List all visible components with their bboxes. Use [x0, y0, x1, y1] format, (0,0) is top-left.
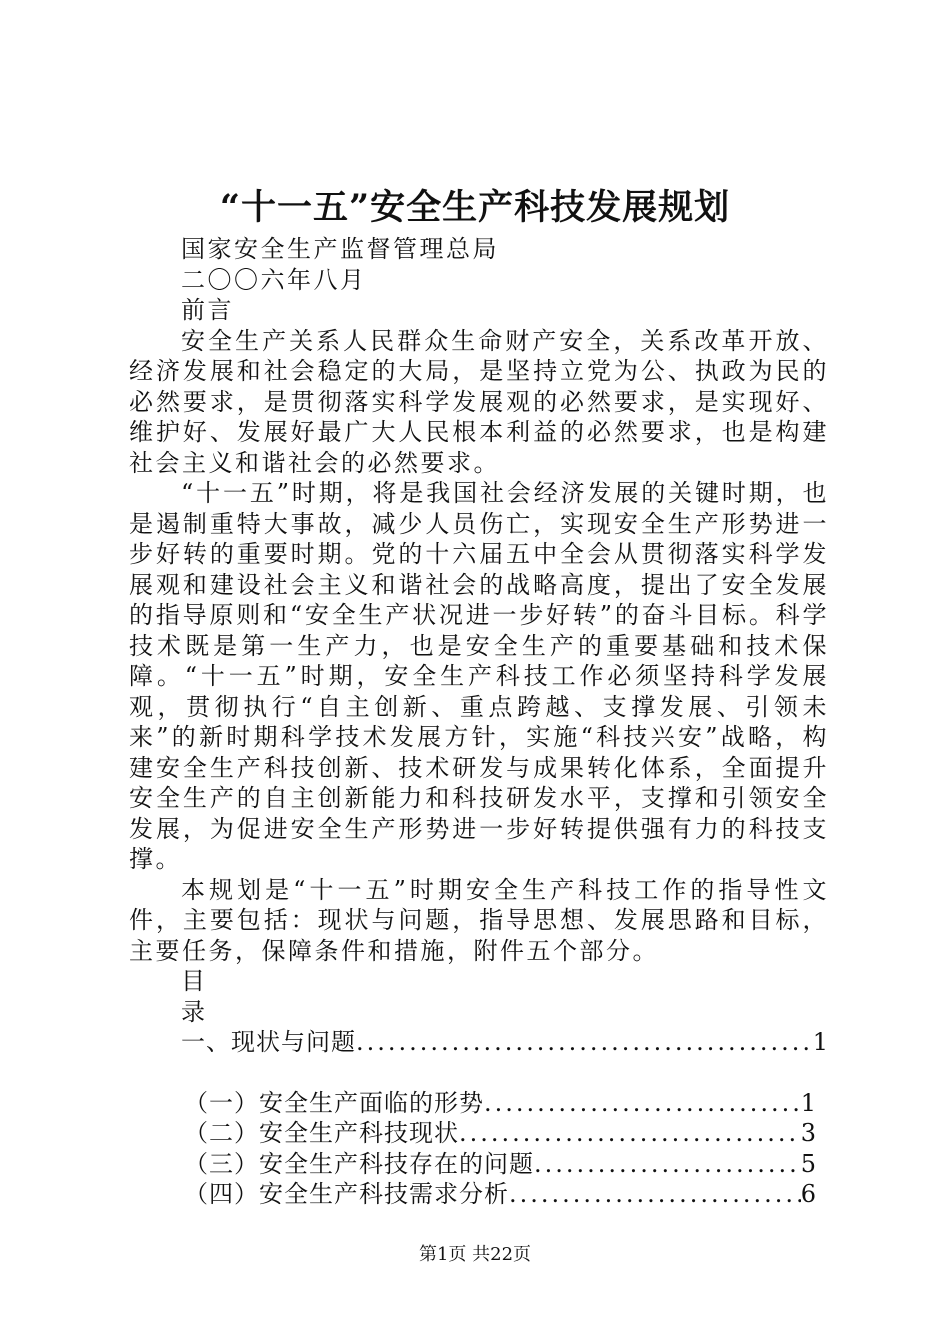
paragraph: 本规划是“十一五”时期安全生产科技工作的指导性文件，主要包括：现状与问题，指导思想、发展思路和目标，主要任务，保障条件和措施，附件五个部分。 [129, 875, 829, 965]
toc-entry-label: （三）安全生产科技存在的问题 [184, 1149, 534, 1178]
toc-leader-dots [356, 1027, 813, 1058]
toc-leader-dots [509, 1179, 801, 1210]
toc-leader-dots [459, 1118, 801, 1149]
toc-entry-label: 一、现状与问题 [181, 1028, 356, 1056]
paragraph: 安全生产关系人民群众生命财产安全，关系改革开放、经济发展和社会稳定的大局，是坚持立党为公、执政为民的必然要求，是贯彻落实科学发展观的必然要求，是实现好、维护好、发展好最广大人民根本利益的必然要求，也是构建社会主义和谐社会的必然要求。 [129, 326, 829, 477]
issuer-line: 国家安全生产监督管理总局 [181, 235, 499, 263]
toc-entry-sub[interactable] [129, 1118, 817, 1149]
toc-entry-page: 6 [800, 1180, 817, 1208]
toc-entry-label: （四）安全生产科技需求分析 [184, 1180, 509, 1208]
toc-entry-label: （二）安全生产科技现状 [184, 1119, 459, 1147]
document-body [129, 234, 829, 1210]
document-title: “十一五”安全生产科技发展规划 [219, 187, 731, 228]
preface-heading: 前言 [181, 296, 234, 324]
toc-entry-page: 1 [800, 1088, 817, 1117]
toc-entry-label: （一）安全生产面临的形势 [184, 1088, 484, 1117]
date-line: 二〇〇六年八月 [181, 265, 367, 294]
toc-leader-dots [484, 1088, 801, 1119]
toc-entry-sub[interactable] [129, 1088, 817, 1119]
toc-entry-main[interactable] [129, 1027, 829, 1058]
toc-entry-sub[interactable] [129, 1179, 817, 1210]
paragraph: “十一五”时期，将是我国社会经济发展的关键时期，也是遏制重特大事故，减少人员伤亡，实现安全生产形势进一步好转的重要时期。党的十六届五中全会从贯彻落实科学发展观和建设社会主义和谐社会的战略高度，提出了安全发展的指导原则和“安全生产状况进一步好转”的奋斗目标。科学技术既是第一生产力，也是安全生产的重要基础和技术保障。“十一五”时期，安全生产科技工作必须坚持科学发展观，贯彻执行“自主创新、重点跨越、支撑发展、引领未来”的新时期科学技术发展方针，实施“科技兴安”战略，构建安全生产科技创新、技术研发与成果转化体系，全面提升安全生产的自主创新能力和科技研发水平，支撑和引领安全发展，为促进安全生产形势进一步好转提供强有力的科技支撑。 [129, 479, 829, 873]
page-footer: 第1页 共22页 [418, 1244, 532, 1265]
toc-spacer [129, 1058, 829, 1088]
toc-entry-page: 5 [800, 1149, 817, 1178]
toc-leader-dots [534, 1149, 801, 1180]
toc-heading-line1: 目 [181, 967, 208, 995]
toc-entry-page: 3 [800, 1119, 817, 1147]
toc-heading-line2: 录 [181, 997, 208, 1026]
toc-entry-sub[interactable] [129, 1149, 817, 1180]
toc-entry-page: 1 [812, 1028, 829, 1056]
